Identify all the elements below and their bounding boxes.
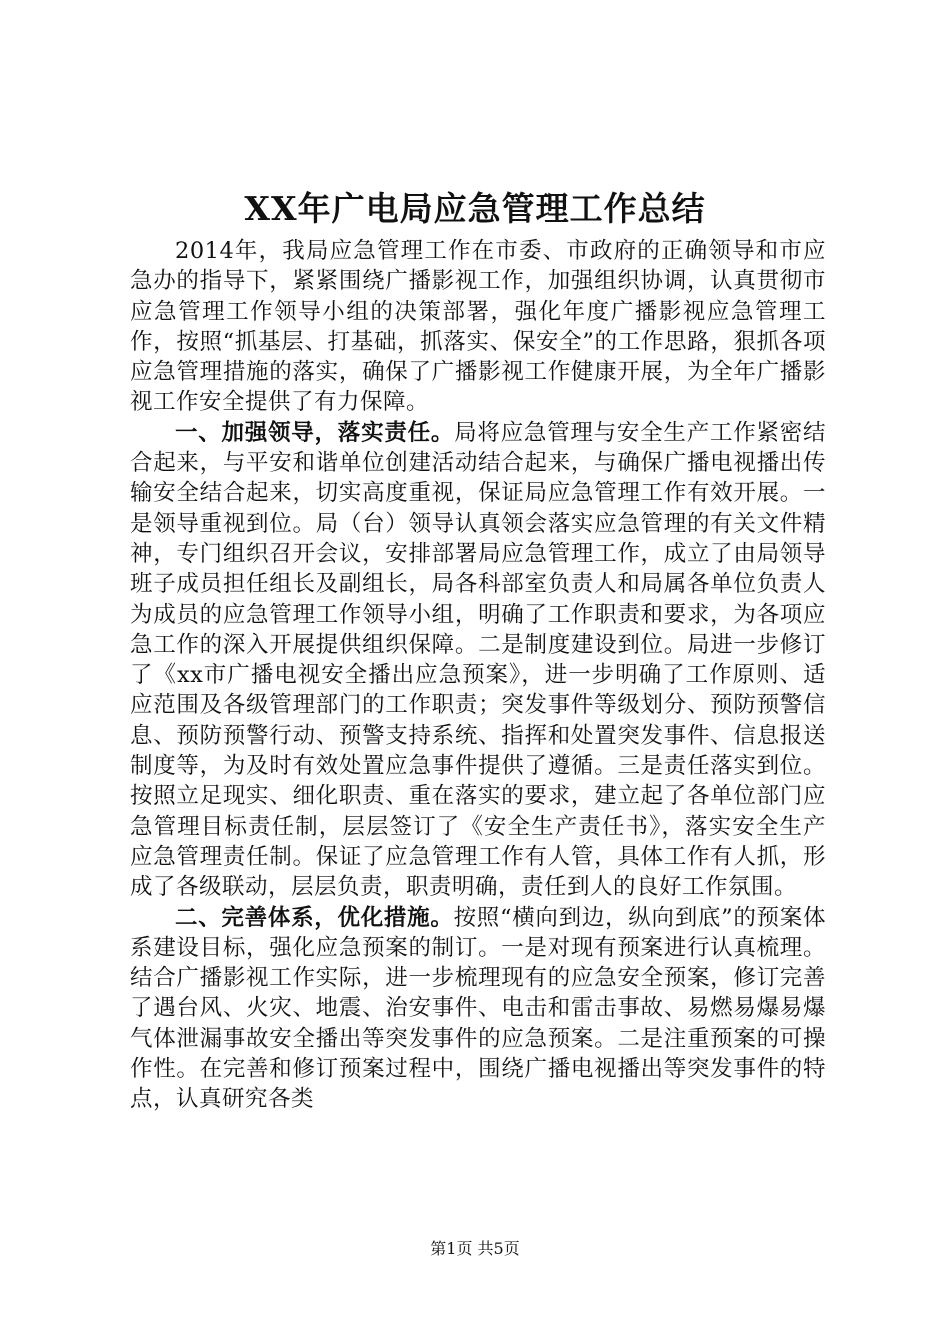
document-body xyxy=(130,236,826,1115)
section-2-heading: 二、完善体系，优化措施。 xyxy=(175,904,454,931)
paragraph-intro-text: 2014年，我局应急管理工作在市委、市政府的正确领导和市应急办的指导下，紧紧围绕广播影视工作，加强组织协调，认真贯彻市应急管理工作领导小组的决策部署，强化年度广播影视应急管理工作，按照“抓基层、打基础，抓落实、保安全”的工作思路，狠抓各项应急管理措施的落实，确保了广播影视工作健康开展，为全年广播影视工作安全提供了有力保障。 xyxy=(130,238,826,416)
section-1-heading: 一、加强领导，落实责任。 xyxy=(175,419,455,446)
section-2-text: 按照“横向到边，纵向到底”的预案体系建设目标，强化应急预案的制订。一是对现有预案进行认真梳理。结合广播影视工作实际，进一步梳理现有的应急安全预案，修订完善了遇台风、火灾、地震、治安事件、电击和雷击事故、易燃易爆易爆气体泄漏事故安全播出等突发事件的应急预案。二是注重预案的可操作性。在完善和修订预案过程中，围绕广播电视播出等突发事件的特点，认真研究各类 xyxy=(130,904,826,1113)
document-title: XX年广电局应急管理工作总结 xyxy=(244,189,706,228)
section-1-text: 局将应急管理与安全生产工作紧密结合起来，与平安和谐单位创建活动结合起来，与确保广播电视播出传输安全结合起来，切实高度重视，保证局应急管理工作有效开展。一是领导重视到位。局（台）领导认真领会落实应急管理的有关文件精神，专门组织召开会议，安排部署局应急管理工作，成立了由局领导班子成员担任组长及副组长，局各科部室负责人和局属各单位负责人为成员的应急管理工作领导小组，明确了工作职责和要求，为各项应急工作的深入开展提供组织保障。二是制度建设到位。局进一步修订了《xx市广播电视安全播出应急预案》，进一步明确了工作原则、适应范围及各级管理部门的工作职责；突发事件等级划分、预防预警信息、预防预警行动、预警支持系统、指挥和处置突发事件、信息报送制度等，为及时有效处置应急事件提供了遵循。三是责任落实到位。按照立足现实、细化职责、重在落实的要求，建立起了各单位部门应急管理目标责任制，层层签订了《安全生产责任书》，落实安全生产应急管理责任制。保证了应急管理工作有人管，具体工作有人抓，形成了各级联动，层层负责，职责明确，责任到人的良好工作氛围。 xyxy=(130,419,826,901)
page-number-footer: 第1页 共5页 xyxy=(430,1239,520,1258)
paragraph-section-2 xyxy=(130,903,826,1115)
paragraph-section-1 xyxy=(130,418,826,903)
paragraph-intro xyxy=(130,236,826,418)
